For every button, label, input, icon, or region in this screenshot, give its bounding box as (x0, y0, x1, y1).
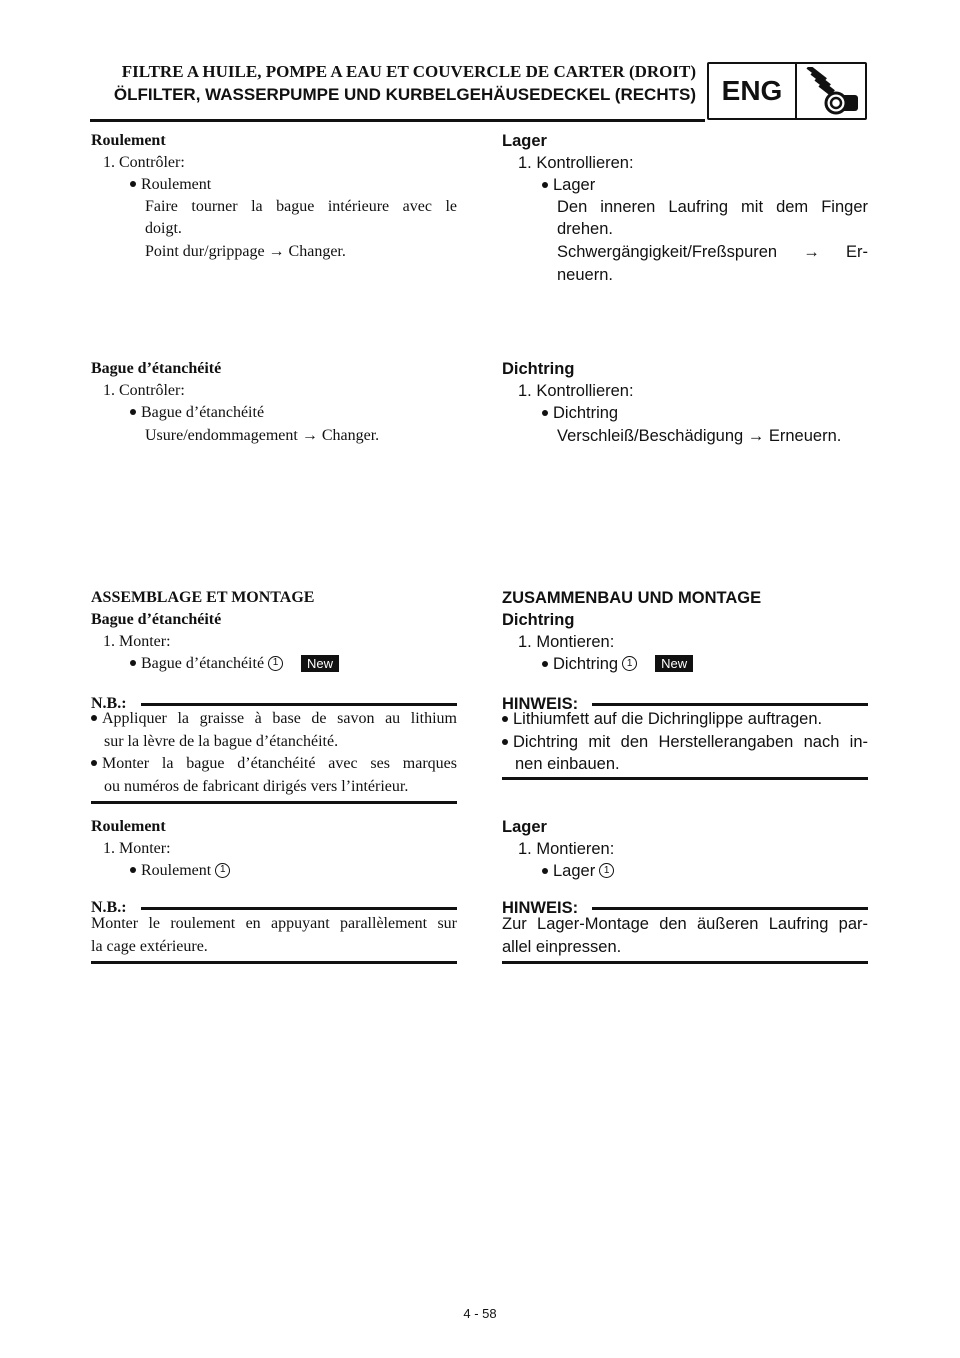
fr-bearing-step: 1. Contrôler: (103, 154, 185, 171)
fr-note3-line1: Monter le roulement en appuyant parallèlement sur (91, 915, 457, 932)
fr-note2-line2: ou numéros de fabricant dirigés vers l’intérieur. (104, 778, 409, 795)
fr-seal-step: 1. Contrôler: (103, 382, 185, 399)
fr-note1-line2: sur la lèvre de la bague d’étanchéité. (104, 733, 339, 750)
fr-note2-line1: Monter la bague d’étanchéité avec ses marques (91, 753, 457, 775)
engine-wrench-icon (797, 64, 865, 118)
ref-number: 1 (599, 863, 614, 878)
fr-seal2-title: Bague d’étanchéité (91, 611, 222, 628)
fr-bearing2-item: Roulement 1 (130, 860, 230, 882)
bullet-icon (542, 410, 548, 416)
fr-seal-title: Bague d’étanchéité (91, 360, 222, 377)
header-title-fr: FILTRE A HUILE, POMPE A EAU ET COUVERCLE DE CARTER (DROIT) (121, 62, 696, 81)
fr-bearing2-title: Roulement (91, 818, 166, 835)
de-bearing-step: 1. Kontrollieren: (518, 154, 634, 172)
fr-note-header: N.B.: (91, 693, 457, 715)
bullet-icon (91, 760, 97, 766)
de-note1-line1: Lithiumfett auf die Dichringlippe auftragen. (502, 708, 822, 730)
fr-bearing-item: Roulement (130, 174, 211, 196)
ref-number: 1 (268, 656, 283, 671)
de-note3-line2: allel einpressen. (502, 938, 622, 956)
de-note2-line1: Dichtring mit den Herstellerangaben nach in- (502, 731, 868, 753)
fr-bearing-line2: doigt. (145, 220, 182, 237)
de-bearing-line4: neuern. (557, 266, 613, 284)
de-note-header: HINWEIS: (502, 693, 868, 715)
de-bearing-item: Lager (542, 174, 595, 196)
de-seal-title: Dichtring (502, 360, 575, 378)
fr-note3-line2: la cage extérieure. (91, 938, 208, 955)
de-bearing-line2: drehen. (557, 220, 613, 238)
de-seal2-item: Dichtring 1 New (542, 653, 693, 675)
page-number: 4 - 58 (463, 1306, 497, 1321)
header-title-de: ÖLFILTER, WASSERPUMPE UND KURBELGEHÄUSEDECKEL (RECHTS) (113, 85, 696, 104)
ref-number: 1 (215, 863, 230, 878)
bullet-icon (91, 715, 97, 721)
de-seal-line1: Verschleiß/Beschädigung → Erneuern. (557, 427, 842, 445)
fr-seal2-step: 1. Monter: (103, 633, 171, 650)
de-bearing-line1: Den inneren Laufring mit dem Finger (557, 198, 868, 216)
de-note-end-rule (502, 777, 868, 780)
fr-assembly-heading: ASSEMBLAGE ET MONTAGE (91, 589, 315, 606)
de-bearing2-item: Lager 1 (542, 860, 614, 882)
fr-bearing-title: Roulement (91, 132, 166, 149)
de-seal2-step: 1. Montieren: (518, 633, 615, 651)
ref-number: 1 (622, 656, 637, 671)
de-note2-line2: nen einbauen. (515, 755, 620, 773)
de-note2-header: HINWEIS: (502, 897, 868, 919)
bullet-icon (542, 868, 548, 874)
bullet-icon (130, 181, 136, 187)
fr-seal-item: Bague d’étanchéité (130, 402, 264, 424)
fr-note-end-rule (91, 801, 457, 804)
header-rule (90, 119, 705, 122)
new-part-tag: New (655, 655, 693, 672)
section-badge (707, 62, 867, 120)
de-bearing-line3: Schwergängigkeit/Freßspuren → Er- (557, 243, 868, 261)
de-note2-end-rule (502, 961, 868, 964)
fr-bearing-line3: Point dur/grippage → Changer. (145, 243, 346, 260)
bullet-icon (542, 182, 548, 188)
bullet-icon (502, 716, 508, 722)
de-bearing2-title: Lager (502, 818, 547, 836)
new-part-tag: New (301, 655, 339, 672)
fr-note1-line1: Appliquer la graisse à base de savon au lithium (91, 708, 457, 730)
bullet-icon (502, 739, 508, 745)
fr-note2-end-rule (91, 961, 457, 964)
fr-note2-header: N.B.: (91, 897, 457, 919)
badge-label: ENG (709, 64, 797, 118)
de-bearing2-step: 1. Montieren: (518, 840, 615, 858)
de-bearing-title: Lager (502, 132, 547, 150)
fr-bearing-line1: Faire tourner la bague intérieure avec le (145, 198, 457, 215)
fr-bearing2-step: 1. Monter: (103, 840, 171, 857)
fr-seal2-item: Bague d’étanchéité 1 New (130, 653, 339, 675)
de-seal-item: Dichtring (542, 402, 618, 424)
bullet-icon (130, 660, 136, 666)
bullet-icon (130, 409, 136, 415)
de-seal2-title: Dichtring (502, 611, 575, 629)
de-seal-step: 1. Kontrollieren: (518, 382, 634, 400)
bullet-icon (542, 661, 548, 667)
bullet-icon (130, 867, 136, 873)
fr-seal-line1: Usure/endommagement → Changer. (145, 427, 380, 444)
de-note3-line1: Zur Lager-Montage den äußeren Laufring par- (502, 915, 868, 933)
de-assembly-heading: ZUSAMMENBAU UND MONTAGE (502, 589, 762, 607)
